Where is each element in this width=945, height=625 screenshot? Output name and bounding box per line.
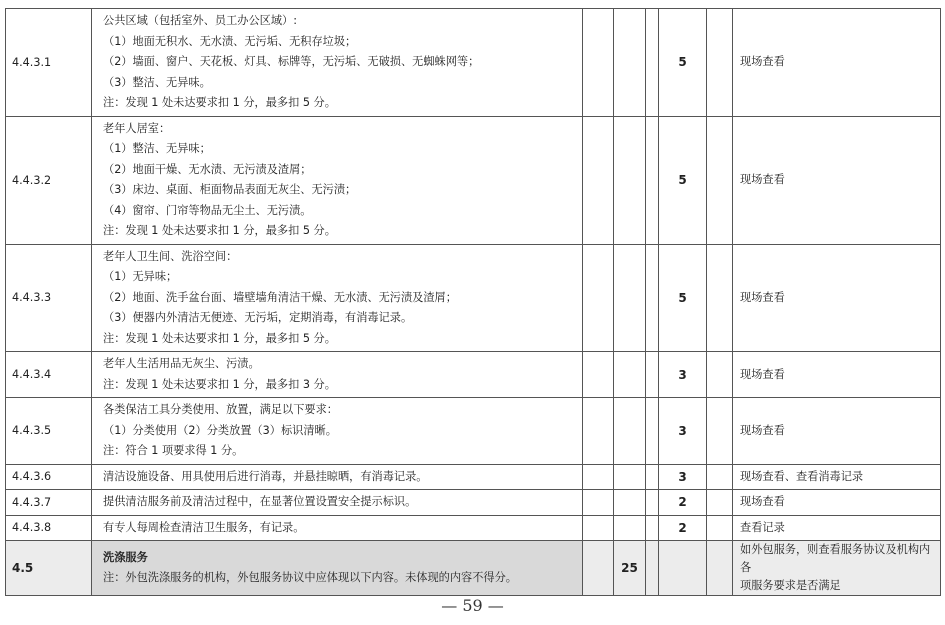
empty-cell	[646, 515, 659, 541]
item-content-line: （3）整洁、无异味。	[103, 75, 211, 89]
item-code: 4.4.3.2	[6, 116, 92, 244]
total-score-cell	[583, 515, 614, 541]
total-score-cell	[583, 116, 614, 244]
evaluation-method: 现场查看	[733, 116, 941, 244]
item-content-line: 注：符合 1 项要求得 1 分。	[103, 444, 244, 457]
empty-cell	[707, 352, 733, 398]
total-score-cell	[583, 9, 614, 117]
item-score: 2	[659, 515, 707, 541]
table-row	[6, 352, 941, 398]
empty-cell	[646, 398, 659, 465]
empty-cell	[646, 490, 659, 516]
item-content	[92, 515, 583, 541]
empty-cell	[646, 9, 659, 117]
item-content-line: （2）地面、洗手盆台面、墙壁墙角清洁干燥、无水渍、无污渍及渣屑；	[103, 290, 457, 304]
item-content	[92, 352, 583, 398]
empty-cell	[707, 116, 733, 244]
empty-cell	[614, 116, 646, 244]
empty-cell	[614, 9, 646, 117]
item-score: 3	[659, 398, 707, 465]
empty-cell	[707, 490, 733, 516]
item-content-line: 有专人每周检查清洁卫生服务，有记录。	[103, 520, 305, 534]
section-method-line: 项服务要求是否满足	[740, 579, 841, 592]
evaluation-table	[5, 8, 941, 596]
empty-cell	[646, 352, 659, 398]
item-content	[92, 9, 583, 117]
empty-cell	[614, 490, 646, 516]
section-score	[659, 541, 707, 596]
evaluation-method: 现场查看	[733, 352, 941, 398]
item-code: 4.4.3.5	[6, 398, 92, 465]
total-score-cell	[583, 464, 614, 490]
item-score: 5	[659, 9, 707, 117]
item-code: 4.4.3.3	[6, 244, 92, 352]
section-total-score: 25	[614, 541, 646, 596]
item-content	[92, 398, 583, 465]
empty-cell	[707, 515, 733, 541]
total-score-cell	[583, 490, 614, 516]
empty-cell	[646, 244, 659, 352]
item-content-line: （1）地面无积水、无水渍、无污垢、无积存垃圾；	[103, 34, 357, 48]
evaluation-method: 查看记录	[733, 515, 941, 541]
empty-cell	[614, 464, 646, 490]
item-content-line: （3）床边、桌面、柜面物品表面无灰尘、无污渍；	[103, 183, 357, 196]
item-score: 3	[659, 352, 707, 398]
item-content	[92, 116, 583, 244]
table-row	[6, 515, 941, 541]
table-row	[6, 464, 941, 490]
table-body	[6, 9, 941, 596]
item-content-line: （3）便器内外清洁无便迹、无污垢，定期消毒，有消毒记录。	[103, 311, 413, 324]
item-content-line: 注：发现 1 处未达要求扣 1 分，最多扣 3 分。	[103, 377, 336, 391]
empty-cell	[707, 9, 733, 117]
table-row	[6, 244, 941, 352]
empty-cell	[707, 464, 733, 490]
table-row	[6, 116, 941, 244]
item-content	[92, 464, 583, 490]
evaluation-method: 现场查看	[733, 398, 941, 465]
evaluation-method: 现场查看	[733, 9, 941, 117]
item-content-line: 老年人居室：	[103, 121, 171, 135]
item-code: 4.4.3.1	[6, 9, 92, 117]
item-content-line: 公共区域（包括室外、员工办公区域）:	[103, 14, 297, 27]
item-content-line: 各类保洁工具分类使用、放置，满足以下要求：	[103, 403, 338, 416]
item-content	[92, 244, 583, 352]
section-method-line: 如外包服务，则查看服务协议及机构内各	[740, 543, 931, 574]
item-score: 3	[659, 464, 707, 490]
item-code: 4.4.3.4	[6, 352, 92, 398]
item-content-line: 清洁设施设备、用具使用后进行消毒，并悬挂晾晒，有消毒记录。	[103, 469, 428, 483]
item-content-line: （1）整洁、无异味；	[103, 142, 211, 155]
section-title: 洗涤服务	[103, 550, 148, 564]
evaluation-method: 现场查看	[733, 244, 941, 352]
evaluation-method: 现场查看	[733, 490, 941, 516]
empty-cell	[646, 116, 659, 244]
empty-cell	[614, 244, 646, 352]
section-row	[6, 541, 941, 596]
empty-cell	[707, 244, 733, 352]
item-score: 5	[659, 244, 707, 352]
empty-cell	[707, 541, 733, 596]
item-code: 4.4.3.8	[6, 515, 92, 541]
item-content-line: （1）无异味；	[103, 270, 178, 283]
item-code: 4.4.3.7	[6, 490, 92, 516]
item-content-line: 注：发现 1 处未达要求扣 1 分，最多扣 5 分。	[103, 331, 336, 345]
empty-cell	[614, 515, 646, 541]
empty-cell	[646, 541, 659, 596]
empty-cell	[614, 398, 646, 465]
table-row	[6, 490, 941, 516]
item-content-line: 老年人生活用品无灰尘、污渍。	[103, 357, 260, 370]
item-code: 4.4.3.6	[6, 464, 92, 490]
section-code: 4.5	[6, 541, 92, 596]
table-row	[6, 9, 941, 117]
evaluation-method: 现场查看、查看消毒记录	[733, 464, 941, 490]
item-content-line: （2）墙面、窗户、天花板、灯具、标牌等，无污垢、无破损、无蜘蛛网等；	[103, 55, 480, 68]
item-score: 5	[659, 116, 707, 244]
item-content-line: （1）分类使用（2）分类放置（3）标识清晰。	[103, 423, 337, 437]
item-content-line: 注：发现 1 处未达要求扣 1 分，最多扣 5 分。	[103, 96, 336, 109]
empty-cell	[707, 398, 733, 465]
empty-cell	[646, 464, 659, 490]
item-content-line: 老年人卫生间、洗浴空间：	[103, 249, 238, 263]
empty-cell	[583, 541, 614, 596]
item-content	[92, 490, 583, 516]
section-content	[92, 541, 583, 596]
table-row	[6, 398, 941, 465]
section-note: 注：外包洗涤服务的机构，外包服务协议中应体现以下内容。未体现的内容不得分。	[103, 571, 517, 584]
item-score: 2	[659, 490, 707, 516]
item-content-line: （2）地面干燥、无水渍、无污渍及渣屑；	[103, 162, 312, 176]
total-score-cell	[583, 352, 614, 398]
empty-cell	[614, 352, 646, 398]
item-content-line: 注：发现 1 处未达要求扣 1 分，最多扣 5 分。	[103, 224, 336, 237]
total-score-cell	[583, 398, 614, 465]
total-score-cell	[583, 244, 614, 352]
item-content-line: （4）窗帘、门帘等物品无尘土、无污渍。	[103, 203, 312, 217]
item-content-line: 提供清洁服务前及清洁过程中，在显著位置设置安全提示标识。	[103, 495, 417, 508]
page-number: — 59 —	[441, 596, 504, 615]
section-method	[733, 541, 941, 596]
